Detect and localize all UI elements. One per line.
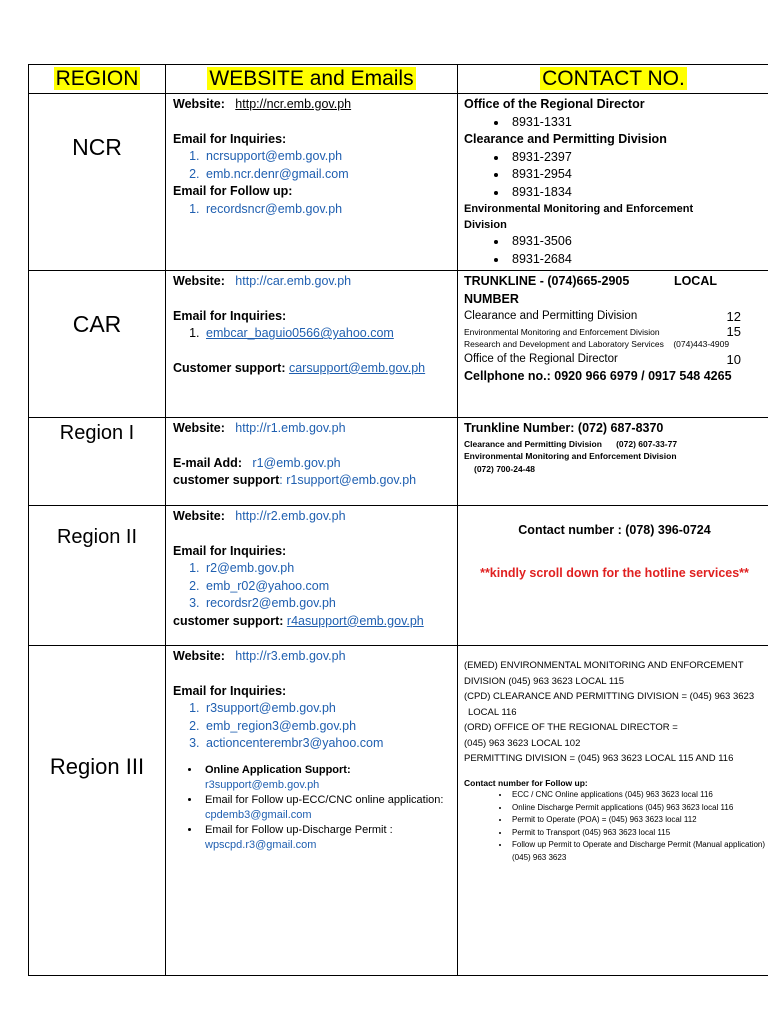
ncr-contact-cell: Office of the Regional Director • 8931-1331 Clearance and Permitting Division • 8931-2397 • 8931-2954 • 8931-1834 Environmental Monitoring and Enforcement Division • 8931-3506 • 8931-2684 [458, 94, 768, 271]
r2-support-email[interactable]: r4asupport@emb.gov.ph [286, 613, 424, 628]
r3-bullet-item: • Online Application Support: r3support@emb.gov.ph [201, 763, 451, 793]
row-region-2 [29, 506, 768, 646]
r2-inquiry-email[interactable]: 1. r2@emb.gov.ph [203, 560, 451, 578]
r1-support-email[interactable]: : r1support@emb.gov.ph [279, 473, 417, 487]
r3-inquiry-email[interactable]: 3. actioncenterembr3@yahoo.com [203, 735, 451, 753]
r3-contact-cell: (EMED) ENVIRONMENTAL MONITORING AND ENFORCEMENT DIVISION (045) 963 3623 LOCAL 115 (CPD) CLEARANCE AND PERMITTING DIVISION = (045) 963 3623 LOCAL 116 (ORD) OFFICE OF THE REGIONAL DIRECTOR = (045) 963 3623 LOCAL 102 PERMITTING DIVISION = (045) 963 3623 LOCAL 115 AND 116 Contact number for Follow up: • ECC / CNC Online applications (045) 963 3623 local 116 • Online Discharge Permit applications (045) 963 3623 local 116 • Permit to Operate (POA) = (045) 963 3623 local 112 • Permit to Transport (045) 963 3623 local 115 • Follow up Permit to Operate and Discharge Permit (Manual application) (045) 963 3623 [458, 646, 768, 976]
r2-web-cell: Website: http://r2.emb.gov.ph Email for Inquiries: 1. r2@emb.gov.ph 2. emb_r02@yahoo.com 3. recordsr2@emb.gov.ph customer support: r4asupport@emb.gov.ph [166, 506, 458, 646]
r2-inquiry-email[interactable]: 3. recordsr2@emb.gov.ph [203, 595, 451, 613]
header-row [29, 65, 768, 94]
region-1: Region I [29, 418, 166, 506]
car-web-cell: Website: http://car.emb.gov.ph Email for Inquiries: 1. embcar_baguio0566@yahoo.com Customer support: carsupport@emb.gov.ph [166, 271, 458, 418]
r1-website-link[interactable]: http://r1.emb.gov.ph [235, 421, 346, 435]
car-inquiry-email[interactable]: embcar_baguio0566@yahoo.com [206, 326, 394, 340]
row-region-1 [29, 418, 768, 506]
r3-inquiry-email[interactable]: 1. r3support@emb.gov.ph [203, 700, 451, 718]
r3-website-link[interactable]: http://r3.emb.gov.ph [235, 649, 346, 663]
r3-bullet-email[interactable]: r3support@emb.gov.ph [205, 778, 320, 791]
r3-bullet-item: • Email for Follow up-ECC/CNC online application: cpdemb3@gmail.com [201, 793, 451, 823]
r1-email[interactable]: r1@emb.gov.ph [252, 455, 341, 470]
region-ncr: NCR [29, 94, 166, 271]
header-region: REGION [29, 65, 166, 94]
r2-website-link[interactable]: http://r2.emb.gov.ph [235, 509, 346, 523]
r1-contact-cell: Trunkline Number: (072) 687-8370 Clearance and Permitting Division (072) 607-33-77 Environmental Monitoring and Enforcement Division (072) 700-24-48 [458, 418, 768, 506]
row-region-3 [29, 646, 768, 976]
r3-bullet-email[interactable]: wpscpd.r3@gmail.com [205, 838, 317, 851]
directory-table [28, 64, 768, 976]
row-car [29, 271, 768, 418]
region-car: CAR [29, 271, 166, 418]
ncr-website-link[interactable]: http://ncr.emb.gov.ph [235, 97, 352, 111]
r2-inquiry-email[interactable]: 2. emb_r02@yahoo.com [203, 578, 451, 596]
header-website: WEBSITE and Emails [166, 65, 458, 94]
ncr-inquiry-email[interactable]: 2. emb.ncr.denr@gmail.com [203, 166, 451, 184]
region-2: Region II [29, 506, 166, 646]
r1-web-cell: Website: http://r1.emb.gov.ph E-mail Add: r1@emb.gov.ph customer support: r1support@emb.gov.ph [166, 418, 458, 506]
car-website-link[interactable]: http://car.emb.gov.ph [235, 274, 352, 288]
ncr-followup-email[interactable]: 1. recordsncr@emb.gov.ph [203, 201, 451, 219]
row-ncr [29, 94, 768, 271]
r2-contact-cell: Contact number : (078) 396-0724 **kindly scroll down for the hotline services** [458, 506, 768, 646]
contact-directory [28, 64, 768, 974]
r3-bullet-item: • Email for Follow up-Discharge Permit : wpscpd.r3@gmail.com [201, 823, 451, 853]
ncr-web-cell: Website: http://ncr.emb.gov.ph Email for Inquiries: 1. ncrsupport@emb.gov.ph 2. emb.ncr.denr@gmail.com Email for Follow up: 1. recordsncr@emb.gov.ph [166, 94, 458, 271]
header-contact: CONTACT NO. [458, 65, 768, 94]
r3-web-cell: Website: http://r3.emb.gov.ph Email for Inquiries: 1. r3support@emb.gov.ph 2. emb_region3@emb.gov.ph 3. actioncenterembr3@yahoo.com • Online Application Support: r3support@emb.gov.ph • Email for Follow up-ECC/CNC online application: cpdemb3@gmail.com • Email for Follow up-Discharge Permit : wpscpd.r3@gmail.com [166, 646, 458, 976]
ncr-inquiry-email[interactable]: 1. ncrsupport@emb.gov.ph [203, 148, 451, 166]
r3-bullet-email[interactable]: cpdemb3@gmail.com [205, 808, 312, 821]
car-support-email[interactable]: carsupport@emb.gov.ph [288, 360, 426, 375]
car-contact-cell: TRUNKLINE - (074)665-2905 LOCAL NUMBER Clearance and Permitting Division 12 Environmental Monitoring and Enforcement Division 15 Research and Development and Laboratory Services (074)443-4909 Office of the Regional Director 10 Cellphone no.: 0920 966 6979 / 0917 548 4265 [458, 271, 768, 418]
r3-inquiry-email[interactable]: 2. emb_region3@emb.gov.ph [203, 718, 451, 736]
region-3: Region III [29, 646, 166, 976]
